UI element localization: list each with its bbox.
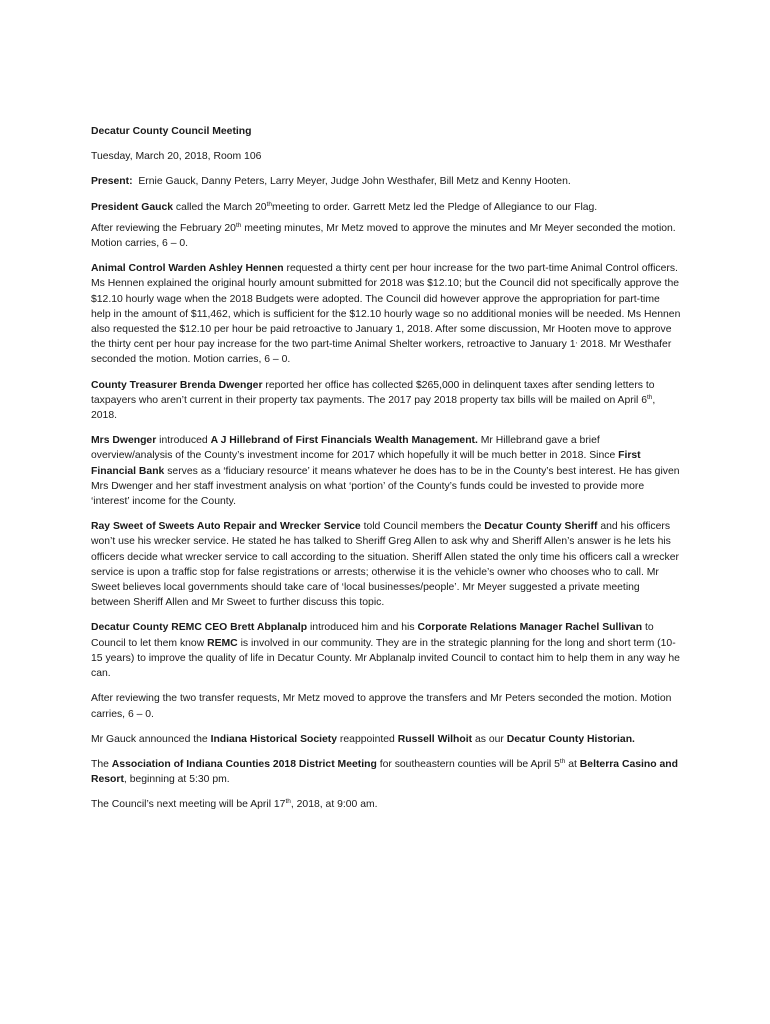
historian-paragraph: Mr Gauck announced the Indiana Historical Society reappointed Russell Wilhoit as our Decatur County Historian. bbox=[91, 733, 635, 745]
minutes-paragraph: After reviewing the February 20th meeting minutes, Mr Metz moved to approve the minutes and Mr Meyer seconded the motion. Motion carries, 6 – 0. bbox=[91, 221, 676, 250]
next-meeting-paragraph: The Council’s next meeting will be April 17th, 2018, at 9:00 am. bbox=[91, 798, 378, 811]
treasurer-paragraph: County Treasurer Brenda Dwenger reported her office has collected $265,000 in delinquent taxes after sending letters to taxpayers who aren’t current in their property tax payments. The 2017 pay 2018 property tax bills will be mailed on April 6th, 2018. bbox=[91, 379, 656, 422]
district-meeting-paragraph: The Association of Indiana Counties 2018 District Meeting for southeastern counties will be April 5th at Belterra Casino and Resort, beginning at 5:30 pm. bbox=[91, 757, 678, 786]
wrecker-service-paragraph: Ray Sweet of Sweets Auto Repair and Wrecker Service told Council members the Decatur County Sheriff and his officers won’t use his wrecker service. He stated he has talked to Sheriff Greg Allen to ask why and Sheriff Allen’s answer is he lets his officers decide what wrecker service to call according to the situation. Sheriff Allen stated the only time his officers call a wrecker service is upon a traffic stop for false registrations or arrests; otherwise it is the vehicle’s owner who chooses who to call. Mr Sweet believes local governments should take care of ‘local businesses/people’. Mr Meyer suggested a private meeting between Sheriff Allen and Mr Sweet to further discuss this topic. bbox=[91, 521, 679, 609]
document-page bbox=[91, 124, 681, 823]
animal-control-paragraph: Animal Control Warden Ashley Hennen requested a thirty cent per hour increase for the two part-time Animal Control officers. Ms Hennen explained the original hourly amount submitted for 2018 was $12.10; but the Council did not specifically approve the $12.10 hourly wage when the 2018 Budgets were adopted. The Council did however approve the appropriation for part-time help in the amount of $11,462, which is sufficient for the $12.10 hourly wage so no additional monies will be needed. Ms Hennen also requested the $12.10 per hour be paid retroactive to January 1, 2018. After some discussion, Mr Hooten move to approve the thirty cent per hour pay increase for the two part-time Animal Shelter workers, retroactive to January 1, 2018. Mr Westhafer seconded the motion. Motion carries, 6 – 0. bbox=[91, 263, 681, 366]
call-to-order-paragraph: President Gauck called the March 20thmeeting to order. Garrett Metz led the Pledge of Allegiance to our Flag. bbox=[91, 200, 598, 213]
investment-paragraph: Mrs Dwenger introduced A J Hillebrand of First Financials Wealth Management. Mr Hillebrand gave a brief overview/analysis of the County’s investment income for 2017 which hopefully it will be much better in 2018. Since First Financial Bank serves as a ‘fiduciary resource’ it means whatever he does has to be in the County’s best interest. He has given Mrs Dwenger and her staff investment analysis on what ‘portion’ of the County’s funds could be invested to provide more ‘interest’ income for the County. bbox=[91, 435, 680, 508]
meeting-date: Tuesday, March 20, 2018, Room 106 bbox=[91, 151, 262, 163]
transfers-paragraph: After reviewing the two transfer requests, Mr Metz moved to approve the transfers and Mr Peters seconded the motion. Motion carries, 6 – 0. bbox=[91, 693, 672, 720]
present-paragraph: Present: Ernie Gauck, Danny Peters, Larry Meyer, Judge John Westhafer, Bill Metz and Kenny Hooten. bbox=[91, 176, 571, 188]
remc-paragraph: Decatur County REMC CEO Brett Abplanalp introduced him and his Corporate Relations Manager Rachel Sullivan to Council to let them know REMC is involved in our community. They are in the strategic planning for the long and short term (10-15 years) to improve the quality of life in Decatur County. Mr Abplanalp invited Council to contact him to help them in any way he can. bbox=[91, 622, 680, 680]
meeting-title: Decatur County Council Meeting bbox=[91, 126, 252, 137]
